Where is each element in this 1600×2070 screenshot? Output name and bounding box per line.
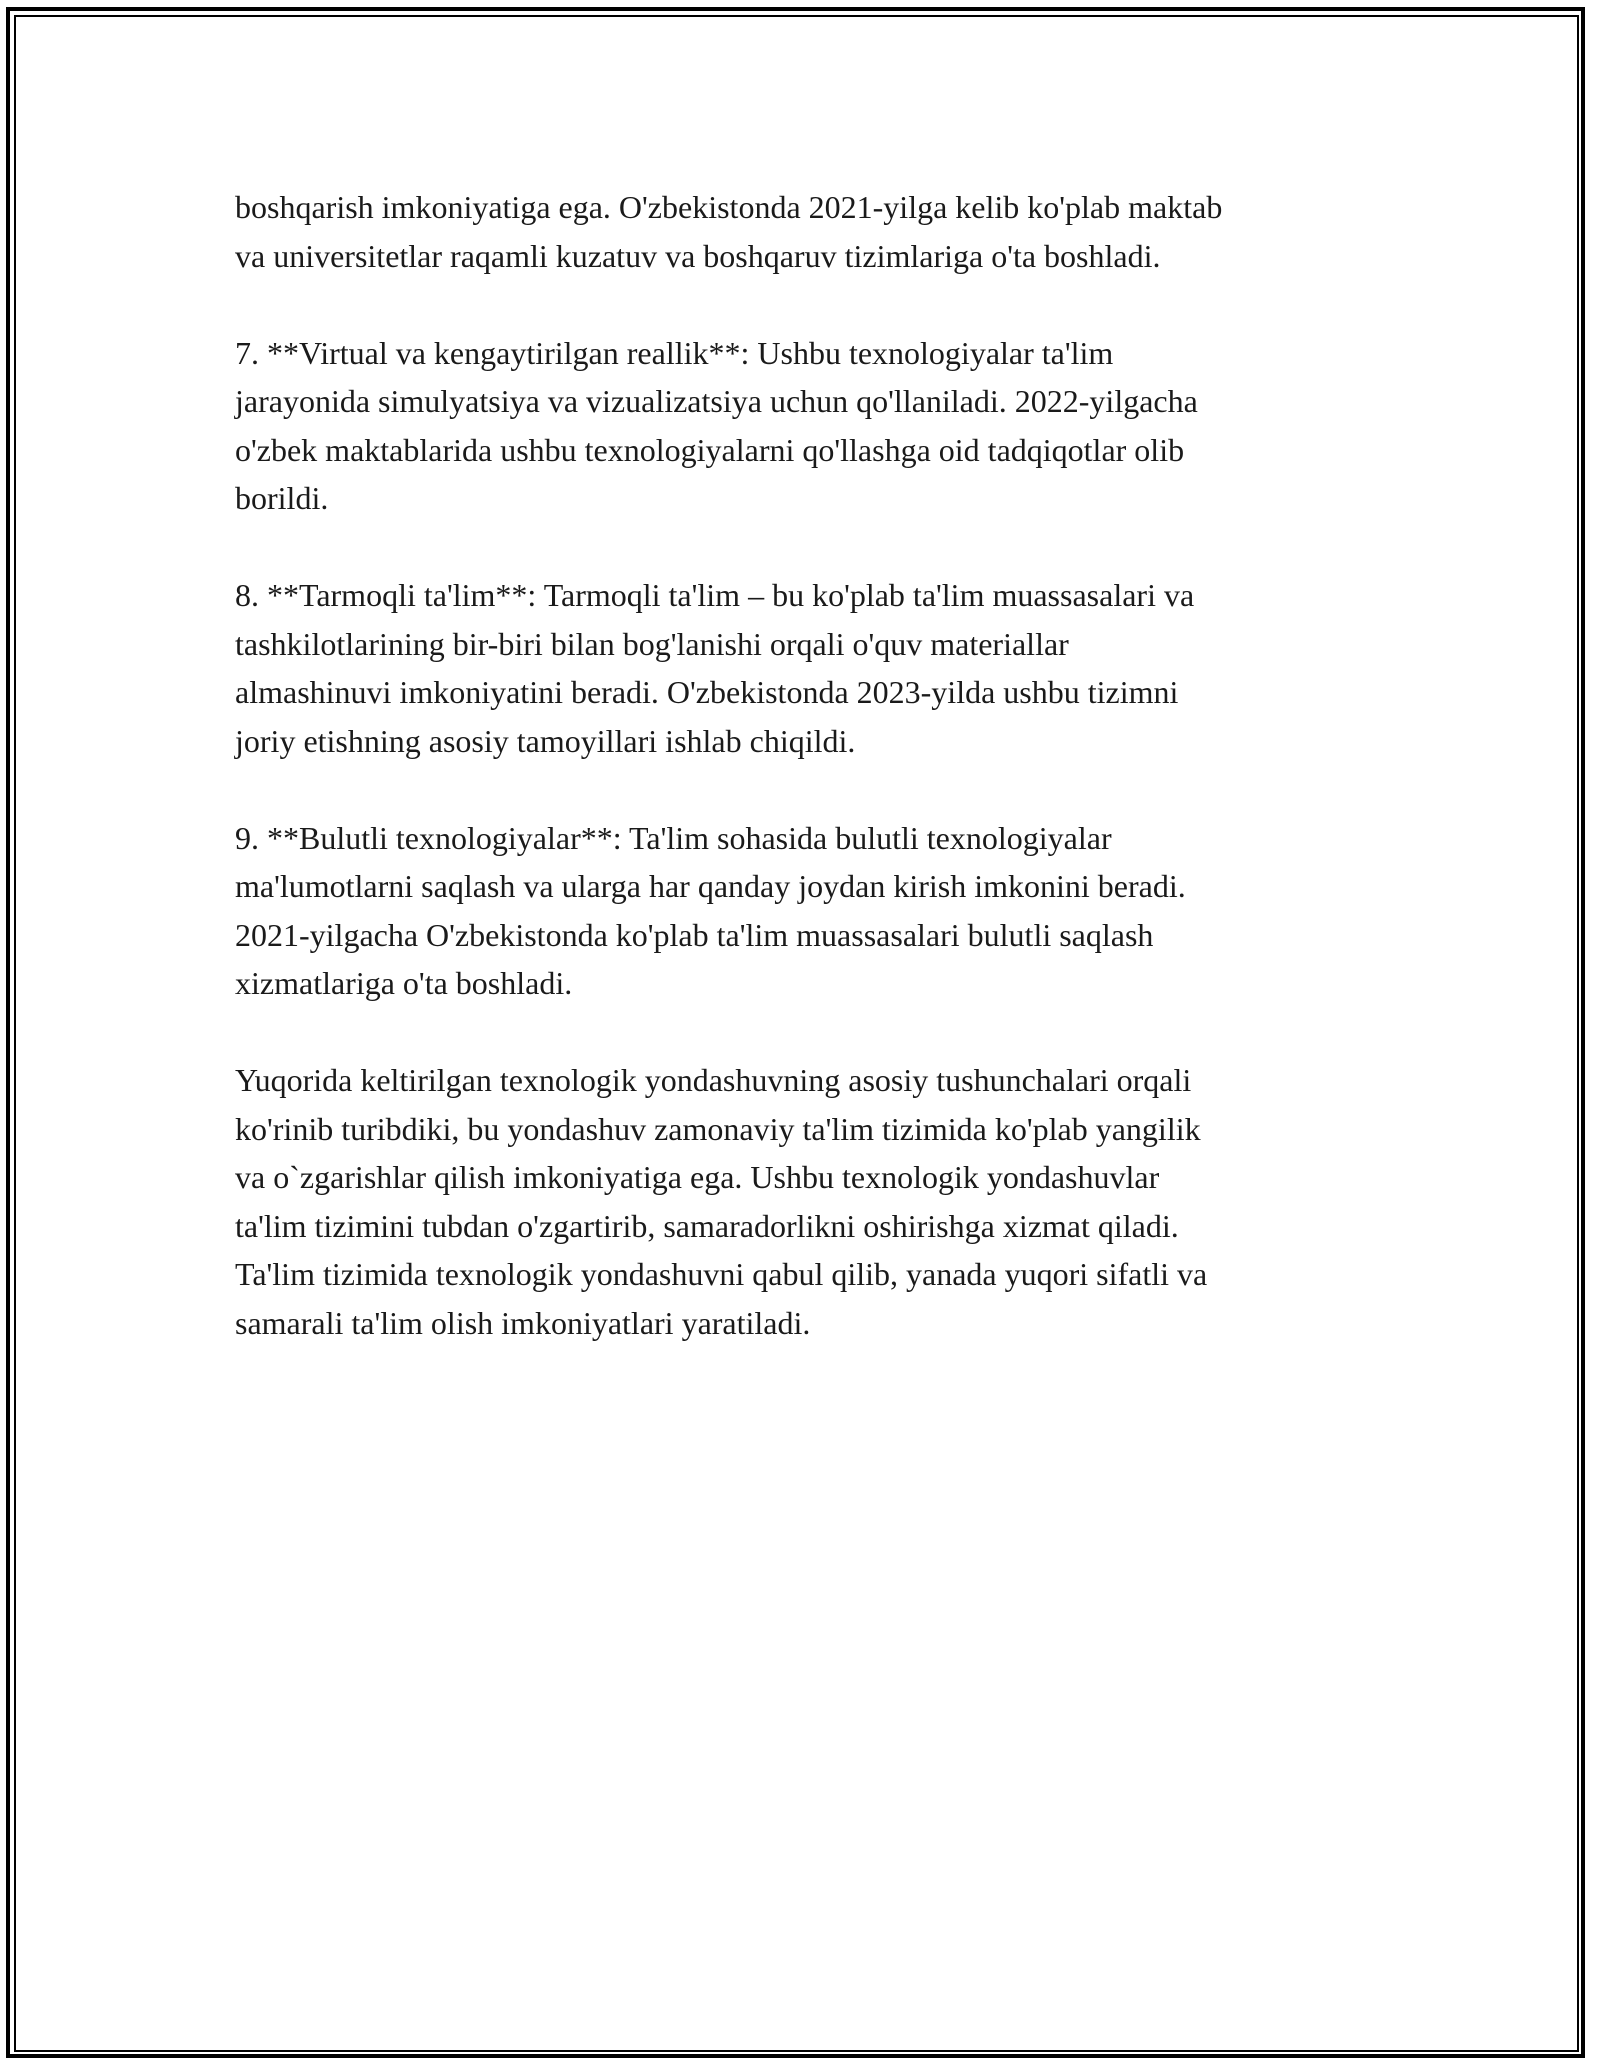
- text-line: Ta'lim tizimida texnologik yondashuvni qabul qilib, yanada yuqori sifatli va: [235, 1256, 1208, 1292]
- paragraph-conclusion: [235, 1056, 1375, 1347]
- text-line: o'zbek maktablarida ushbu texnologiyalarni qo'llashga oid tadqiqotlar olib: [235, 431, 1185, 468]
- text-line: xizmatlariga o'ta boshladi.: [235, 965, 573, 1001]
- text-line: va o`zgarishlar qilish imkoniyatiga ega. Ushbu texnologik yondashuvlar: [235, 1159, 1160, 1195]
- text-line: va universitetlar raqamli kuzatuv va boshqaruv tizimlariga o'ta boshladi.: [235, 237, 1161, 274]
- document-body: [235, 183, 1375, 1347]
- paragraph-item-7: [235, 329, 1375, 523]
- text-line: ma'lumotlarni saqlash va ularga har qanday joydan kirish imkonini beradi.: [235, 868, 1186, 904]
- text-line: joriy etishning asosiy tamoyillari ishlab chiqildi.: [235, 722, 856, 759]
- text-line: almashinuvi imkoniyatini beradi. O'zbekistonda 2023-yilda ushbu tizimni: [235, 674, 1179, 710]
- text-line: 8. **Tarmoqli ta'lim**: Tarmoqli ta'lim – bu ko'plab ta'lim muassasalari va: [235, 577, 1195, 613]
- text-line: Yuqorida keltirilgan texnologik yondashuvning asosiy tushunchalari orqali: [235, 1062, 1192, 1098]
- text-line: 9. **Bulutli texnologiyalar**: Ta'lim sohasida bulutli texnologiyalar: [235, 819, 1112, 856]
- text-line: ko'rinib turibdiki, bu yondashuv zamonaviy ta'lim tizimida ko'plab yangilik: [235, 1110, 1201, 1147]
- text-line: boshqarish imkoniyatiga ega. O'zbekistonda 2021-yilga kelib ko'plab maktab: [235, 189, 1223, 225]
- text-line: tashkilotlarining bir-biri bilan bog'lanishi orqali o'quv materiallar: [235, 625, 1069, 662]
- text-line: 2021-yilgacha O'zbekistonda ko'plab ta'lim muassasalari bulutli saqlash: [235, 916, 1154, 953]
- text-line: samarali ta'lim olish imkoniyatlari yaratiladi.: [235, 1304, 811, 1341]
- text-line: jarayonida simulyatsiya va vizualizatsiya uchun qo'llaniladi. 2022-yilgacha: [235, 383, 1198, 419]
- paragraph-item-8: [235, 571, 1375, 765]
- paragraph-item-9: [235, 814, 1375, 1008]
- paragraph-intro-continuation: [235, 183, 1375, 280]
- text-line: 7. **Virtual va kengaytirilgan reallik**: Ushbu texnologiyalar ta'lim: [235, 334, 1114, 371]
- text-line: borildi.: [235, 480, 329, 516]
- text-line: ta'lim tizimini tubdan o'zgartirib, samaradorlikni oshirishga xizmat qiladi.: [235, 1207, 1179, 1244]
